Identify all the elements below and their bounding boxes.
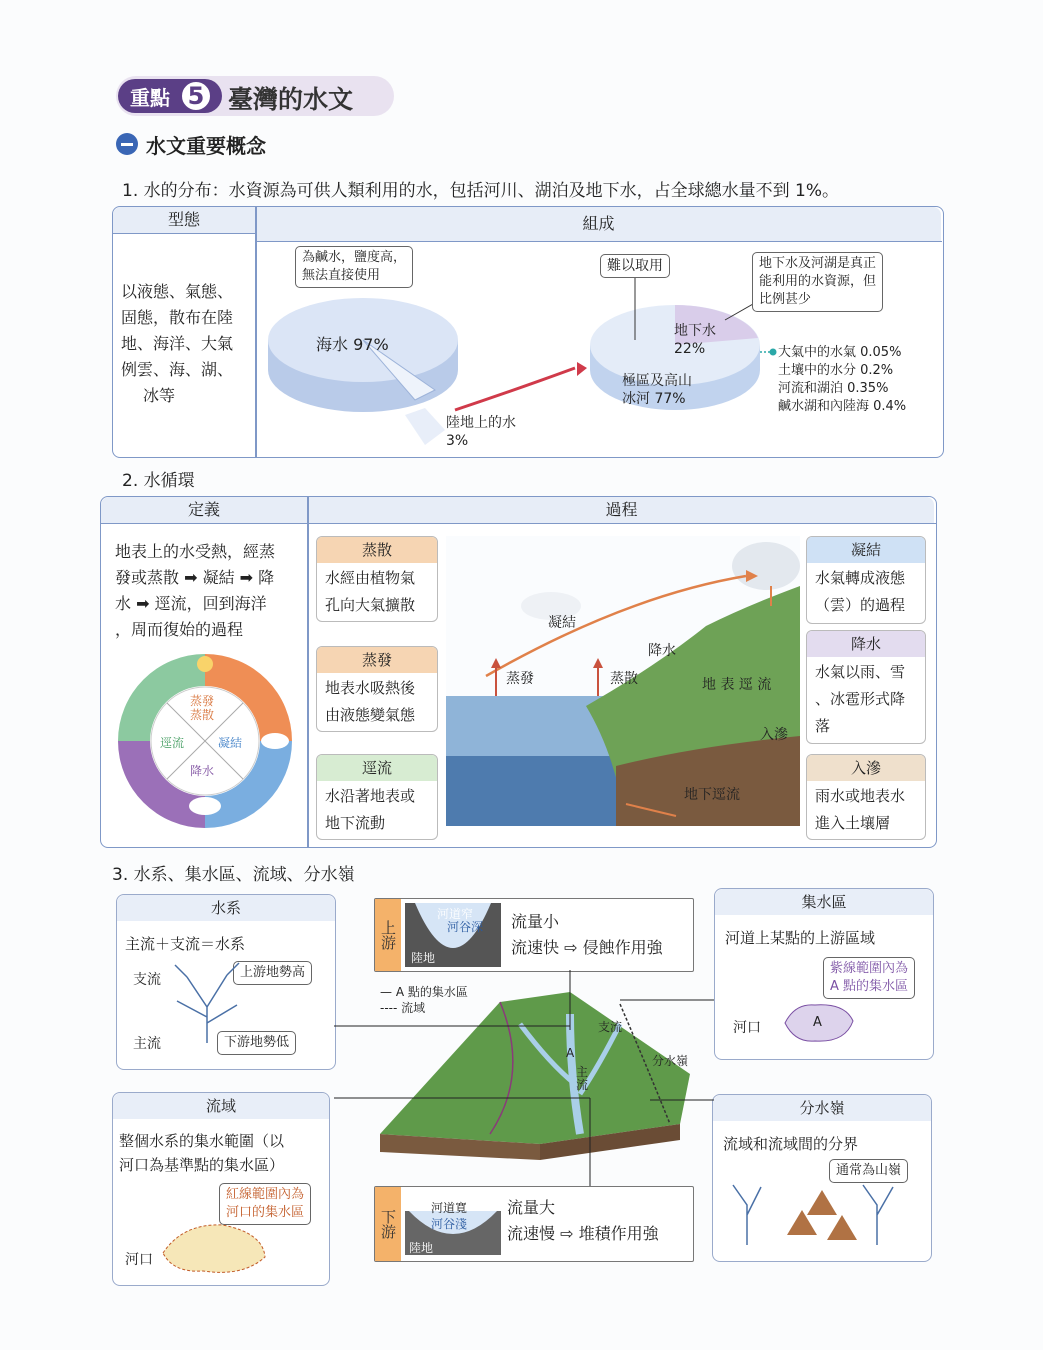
land-water-label: 陸地上的水 3% xyxy=(446,415,516,449)
basin-box: 流域 整個水系的集水範圍（以 河口為基準點的集水區） 紅線範圍內為 河口的集水區 河口 xyxy=(112,1092,330,1286)
seawater-note: 為鹹水，鹽度高， 無法直接使用 xyxy=(295,246,413,288)
upstream-high-note: 上游地勢高 xyxy=(233,961,312,985)
state-description: 以液態、氣態、 固態，散布在陸 地、海洋、大氣 例雲、海、湖、 冰等 xyxy=(121,282,234,405)
header-number: 5 xyxy=(180,80,212,112)
minus-icon xyxy=(116,133,138,155)
scene-surface-runoff: 地 表 逕 流 xyxy=(702,677,772,693)
red-line-note: 紅線範圍內為 河口的集水區 xyxy=(219,1183,311,1225)
cycle-runoff: 逕流 xyxy=(160,736,185,750)
groundwater-label: 地下水 22% xyxy=(674,323,716,357)
col-header-process: 過程 xyxy=(309,497,934,523)
col-header-definition: 定義 xyxy=(101,497,307,523)
card-transpiration: 蒸散 水經由植物氣 孔向大氣擴散 xyxy=(316,536,438,622)
paragraph-3: 3. 水系、集水區、流域、分水嶺 xyxy=(112,865,355,885)
downstream-low-note: 下游地勢低 xyxy=(217,1031,296,1055)
terrain-main-stream: 主流 xyxy=(576,1065,589,1092)
scene-condensation: 凝結 xyxy=(548,615,576,631)
terrain-legend: — A 點的集水區 ---- 流域 xyxy=(380,985,468,1015)
paragraph-1: 1. 水的分布：水資源為可供人類利用的水，包括河川、湖泊及地下水，占全球總水量不到 1%。 xyxy=(122,181,839,201)
scene-infiltration: 入滲 xyxy=(760,727,788,743)
purple-line-note: 紫線範圍內為 A 點的集水區 xyxy=(823,957,915,999)
cycle-evap-trans: 蒸發 蒸散 xyxy=(190,694,215,722)
downstream-box: 下游 河道寬 河谷淺 陸地 流量大 流速慢 ⇨ 堆積作用強 xyxy=(374,1186,694,1262)
col-header-form: 型態 xyxy=(113,207,256,233)
cycle-condensation: 凝結 xyxy=(218,736,243,750)
card-runoff: 逕流 水沿著地表或 地下流動 xyxy=(316,754,438,840)
scene-evaporation: 蒸發 xyxy=(506,671,534,687)
cycle-diagram xyxy=(110,646,300,836)
card-precipitation: 降水 水氣以雨、雪 、冰雹形式降 落 xyxy=(806,630,926,744)
cycle-definition: 地表上的水受熱，經蒸 發或蒸散 ➡ 凝結 ➡ 降 水 ➡ 逕流，回到海洋 ，周而復始的過程 xyxy=(115,542,276,639)
col-header-composition: 組成 xyxy=(256,207,941,241)
upstream-box: 上游 河道窄 河谷深 陸地 流量小 流速快 ⇨ 侵蝕作用強 xyxy=(374,898,694,972)
section-title: 水文重要概念 xyxy=(146,134,266,158)
card-condensation: 凝結 水氣轉成液態 （雲）的過程 xyxy=(806,536,926,624)
scene-precipitation: 降水 xyxy=(648,643,676,659)
seawater-label: 海水 97% xyxy=(316,335,389,354)
terrain-diagram xyxy=(370,984,690,1164)
scene-groundwater: 地下逕流 xyxy=(684,787,740,803)
terrain-tributary: 支流 xyxy=(598,1020,623,1034)
page-title: 臺灣的水文 xyxy=(228,85,354,114)
terrain-divide: 分水嶺 xyxy=(652,1054,689,1068)
catchment-box: 集水區 河道上某點的上游區域 紫線範圍內為 A 點的集水區 河口 A xyxy=(714,888,934,1060)
groundwater-note: 地下水及河湖是真正 能利用的水資源，但 比例甚少 xyxy=(752,252,883,312)
cycle-precipitation: 降水 xyxy=(190,764,215,778)
mountain-note: 通常為山嶺 xyxy=(829,1159,908,1183)
other-water-list: 大氣中的水氣 0.05% 土壤中的水分 0.2% 河流和湖泊 0.35% 鹹水湖和內陸海 0.4% xyxy=(778,345,907,414)
paragraph-2: 2. 水循環 xyxy=(122,471,195,491)
header-tag: 重點 xyxy=(118,79,222,113)
terrain-point-a: A xyxy=(566,1046,575,1060)
card-evaporation: 蒸發 地表水吸熱後 由液態變氣態 xyxy=(316,646,438,732)
hard-to-access-note: 難以取用 xyxy=(600,254,670,278)
water-system-box: 水系 主流＋支流＝水系 支流 主流 上游地勢高 下游地勢低 xyxy=(116,894,336,1070)
divide-box: 分水嶺 流域和流域間的分界 通常為山嶺 xyxy=(712,1094,932,1262)
scene-transpiration: 蒸散 xyxy=(610,671,638,687)
glacier-label: 極區及高山 冰河 77% xyxy=(622,373,692,407)
card-infiltration: 入滲 雨水或地表水 進入土壤層 xyxy=(806,754,926,840)
